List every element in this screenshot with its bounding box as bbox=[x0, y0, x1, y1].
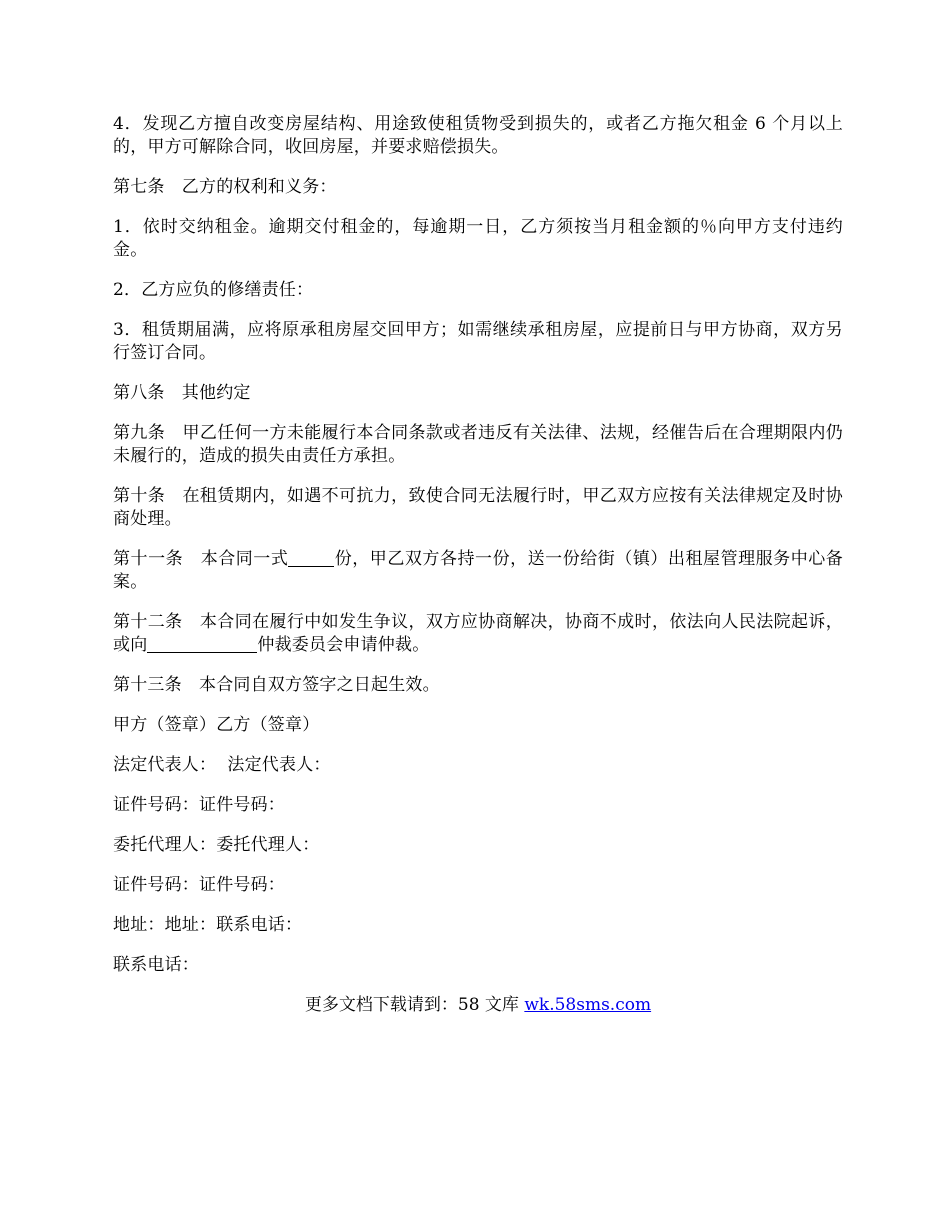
footer-text: 更多文档下载请到：58 文库 bbox=[304, 995, 525, 1015]
article-paragraph: 第九条 甲乙任何一方未能履行本合同条款或者违反有关法律、法规，经催告后在合理期限内仍未履行的，造成的损失由责任方承担。 bbox=[113, 423, 843, 466]
signature-line: 法定代表人： 法定代表人： bbox=[113, 755, 331, 775]
clause-paragraph: 2．乙方应负的修缮责任： bbox=[113, 280, 314, 300]
article-heading: 第八条 其他约定 bbox=[113, 383, 251, 403]
article-paragraph: 第十条 在租赁期内，如遇不可抗力，致使合同无法履行时，甲乙双方应按有关法律规定及时协商处理。 bbox=[113, 486, 843, 529]
signature-line: 证件号码：证件号码： bbox=[113, 795, 285, 815]
arbitration-blank bbox=[147, 634, 257, 653]
copies-text-before: 第十一条 本合同一式 bbox=[113, 549, 289, 569]
signature-line: 联系电话： bbox=[113, 955, 199, 975]
article-paragraph: 第十三条 本合同自双方签字之日起生效。 bbox=[113, 675, 440, 695]
clause-paragraph: 4．发现乙方擅自改变房屋结构、用途致使租赁物受到损失的，或者乙方拖欠租金 6 个月以上的，甲方可解除合同，收回房屋，并要求赔偿损失。 bbox=[113, 114, 843, 157]
copies-text-after: 份，甲乙双方各持一份，送一份给街（镇）出租屋管理服务中心备案。 bbox=[113, 549, 843, 592]
copies-blank bbox=[288, 548, 334, 567]
article-paragraph-copies bbox=[113, 548, 843, 594]
download-footer bbox=[113, 994, 843, 1017]
signature-line: 证件号码：证件号码： bbox=[113, 875, 285, 895]
signature-line: 地址：地址：联系电话： bbox=[113, 915, 303, 935]
arbitration-text-after: 仲裁委员会申请仲裁。 bbox=[257, 635, 430, 655]
clause-paragraph: 3．租赁期届满，应将原承租房屋交回甲方；如需继续承租房屋，应提前日与甲方协商，双方另行签订合同。 bbox=[113, 320, 843, 363]
article-heading: 第七条 乙方的权利和义务： bbox=[113, 177, 337, 197]
footer-link[interactable]: wk.58sms.com bbox=[524, 995, 652, 1015]
document-body bbox=[113, 113, 843, 1017]
article-paragraph-arbitration bbox=[113, 611, 843, 657]
signature-line: 甲方（签章）乙方（签章） bbox=[113, 715, 320, 735]
clause-paragraph: 1．依时交纳租金。逾期交付租金的，每逾期一日，乙方须按当月租金额的％向甲方支付违约金。 bbox=[113, 217, 843, 260]
signature-line: 委托代理人：委托代理人： bbox=[113, 835, 320, 855]
arbitration-text-before: 第十二条 本合同在履行中如发生争议，双方应协商解决，协商不成时，依法向人民法院起诉，或向 bbox=[113, 612, 843, 655]
